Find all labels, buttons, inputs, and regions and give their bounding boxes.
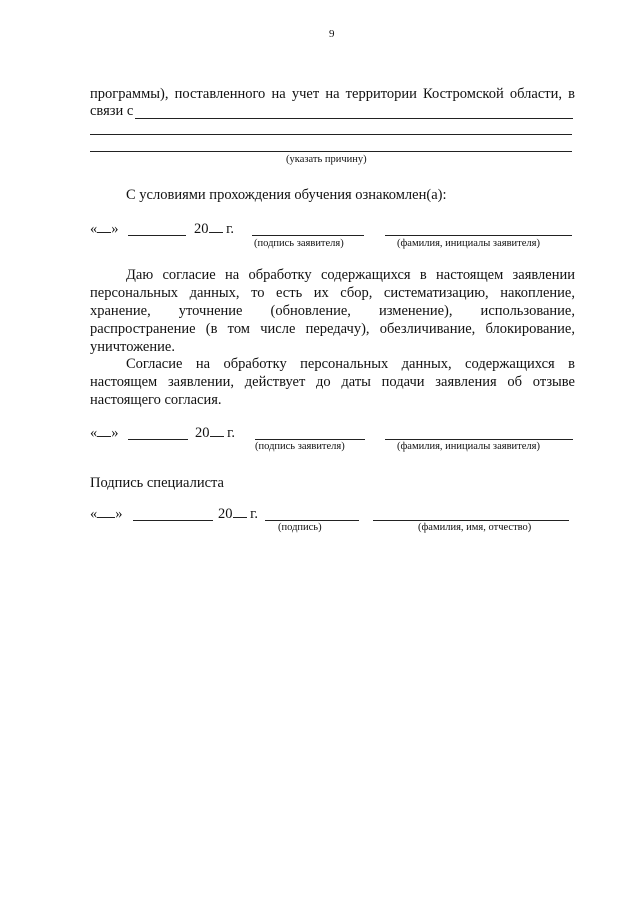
consent-line-1: Даю согласие на обработку содержащихся в настоящем заявлении: [126, 267, 575, 283]
consent-line-3: хранение, уточнение (обновление, изменение), использование,: [90, 303, 575, 319]
consent-paragraph: [90, 266, 575, 356]
signature-caption-2: (подпись заявителя): [255, 441, 345, 452]
day-blank: [97, 232, 111, 233]
year-prefix: 20: [218, 506, 233, 522]
name-caption-2: (фамилия, инициалы заявителя): [397, 441, 540, 452]
validity-paragraph: [90, 355, 575, 409]
open-quote: «: [90, 221, 98, 237]
year-blank: [209, 232, 223, 233]
intro-line-1: программы), поставленного на учет на территории Костромской области, в: [90, 86, 575, 102]
open-quote: «: [90, 425, 98, 441]
consent-line-4: распространение (в том числе передачу), обезличивание, блокирование,: [90, 321, 575, 337]
year-suffix: г.: [222, 221, 235, 237]
name-caption-3: (фамилия, имя, отчество): [418, 522, 532, 533]
name-line-2: [385, 439, 573, 440]
acquaintance-text: С условиями прохождения обучения ознакомлен(а):: [126, 187, 447, 203]
year-prefix: 20: [195, 425, 210, 441]
year-blank: [210, 436, 224, 437]
consent-line-2: персональных данных, то есть их сбор, систематизацию, накопление,: [90, 285, 575, 301]
year-suffix: г.: [223, 425, 236, 441]
month-blank-3: [133, 520, 213, 521]
validity-line-1: Согласие на обработку персональных данных, содержащихся в: [126, 356, 575, 372]
page-number: 9: [329, 28, 335, 40]
month-blank-1: [128, 235, 186, 236]
year-2: [195, 425, 235, 442]
close-quote: »: [111, 221, 119, 237]
signature-caption-1: (подпись заявителя): [254, 238, 344, 249]
signature-line-1: [252, 235, 364, 236]
validity-line-2: настоящем заявлении, действует до даты подачи заявления об отзыве: [90, 374, 575, 390]
date-1: [90, 221, 119, 238]
year-prefix: 20: [194, 221, 209, 237]
intro-line-2-prefix: связи с: [90, 103, 134, 119]
name-line-1: [385, 235, 572, 236]
reason-line-3: [90, 151, 572, 152]
year-1: [194, 221, 234, 238]
reason-line-2: [90, 134, 572, 135]
month-blank-2: [128, 439, 188, 440]
reason-line-1: [135, 118, 573, 119]
date-2: [90, 425, 119, 442]
year-3: [218, 506, 258, 523]
name-line-3: [373, 520, 569, 521]
year-suffix: г.: [246, 506, 259, 522]
specialist-label: Подпись специалиста: [90, 475, 224, 491]
name-caption-1: (фамилия, инициалы заявителя): [397, 238, 540, 249]
date-3: [90, 506, 123, 523]
close-quote: »: [111, 425, 119, 441]
signature-caption-3: (подпись): [278, 522, 322, 533]
close-quote: »: [115, 506, 123, 522]
year-blank: [233, 517, 247, 518]
signature-line-2: [255, 439, 365, 440]
day-blank: [97, 517, 115, 518]
reason-caption: (указать причину): [286, 154, 367, 165]
consent-line-5: уничтожение.: [90, 339, 175, 355]
day-blank: [97, 436, 111, 437]
open-quote: «: [90, 506, 98, 522]
validity-line-3: настоящего согласия.: [90, 392, 222, 408]
signature-line-3: [265, 520, 359, 521]
